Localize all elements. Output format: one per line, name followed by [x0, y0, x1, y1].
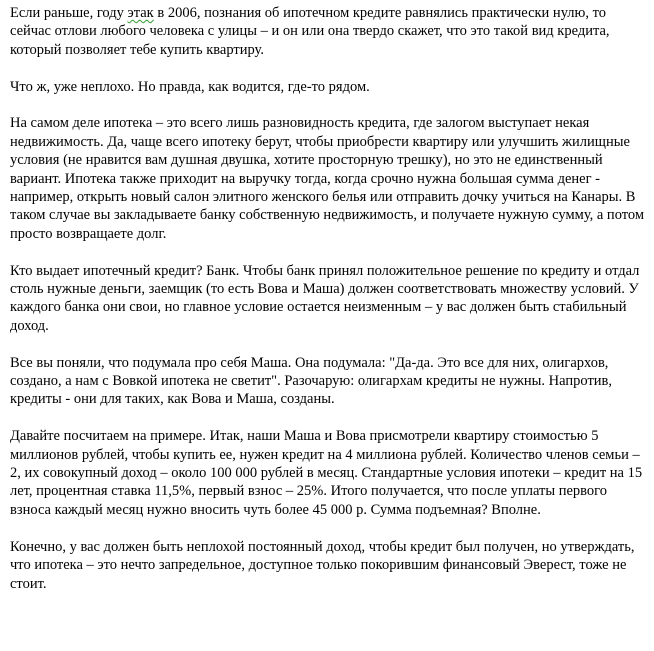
paragraph-intro: [10, 4, 646, 59]
paragraph-oligarchs: Все вы поняли, что подумала про себя Маша. Она подумала: "Да-да. Это все для них, олигархов, создано, а нам с Вовкой ипотека не светит". Разочарую: олигархам кредиты не нужны. Напротив, кредиты - они для таких, как Вова и Маша, созданы.: [10, 354, 613, 408]
document-body: [10, 4, 646, 611]
paragraph-mortgage-definition: На самом деле ипотека – это всего лишь разновидность кредита, где залогом выступает некая недвижимость. Да, чаще всего ипотеку берут, чтобы приобрести квартиру или улучшить жилищные условия (не нравится вам душная двушка, хотите просторную трешку), но это не единственный вариант. Ипотека также приходит на выручку тогда, когда срочно нужна большая сумма денег - например, открыть новый салон элитного женского белья или отправить дочку учиться на Канары. В таком случае вы закладываете банку собственную недвижимость, и получаете нужную сумму, а потом просто возвращаете долг.: [10, 115, 645, 242]
paragraph-truth-nearby: Что ж, уже неплохо. Но правда, как водится, где-то рядом.: [10, 78, 370, 95]
paragraph-intro-start: Если раньше, году: [10, 5, 128, 21]
paragraph-calculation-example: Давайте посчитаем на примере. Итак, наши Маша и Вова присмотрели квартиру стоимостью 5 миллионов рублей, чтобы купить ее, нужен кредит на 4 миллиона рублей. Количество членов семьи – 2, их совокупный доход – около 100 000 рублей в месяц. Стандартные условия ипотеки – кредит на 15 лет, процентная ставка 11,5%, первый взнос – 25%. Итого получается, что после уплаты первого взноса каждый месяц нужно вносить чуть более 45 000 р. Сумма подъемная? Вполне.: [10, 428, 643, 518]
paragraph-intro-rest: в 2006, познания об ипотечном кредите равнялись практически нулю, то сейчас отлови любого человека с улицы – и он или она твердо скажет, что это такой вид кредита, который позволяет тебе купить квартиру.: [10, 5, 610, 58]
paragraph-conclusion: Конечно, у вас должен быть неплохой постоянный доход, чтобы кредит был получен, но утверждать, что ипотека – это нечто запредельное, доступное только покорившим финансовый Эверест, тоже не стоит.: [10, 538, 635, 592]
grammar-flagged-word[interactable]: этак: [127, 5, 154, 21]
paragraph-who-issues: Кто выдает ипотечный кредит? Банк. Чтобы банк принял положительное решение по кредиту и отдал столь нужные деньги, заемщик (то есть Вова и Маша) должен соответствовать множеству условий. У каждого банка они свои, но главное условие остается неизменным – у вас должен быть стабильный доход.: [10, 262, 640, 334]
